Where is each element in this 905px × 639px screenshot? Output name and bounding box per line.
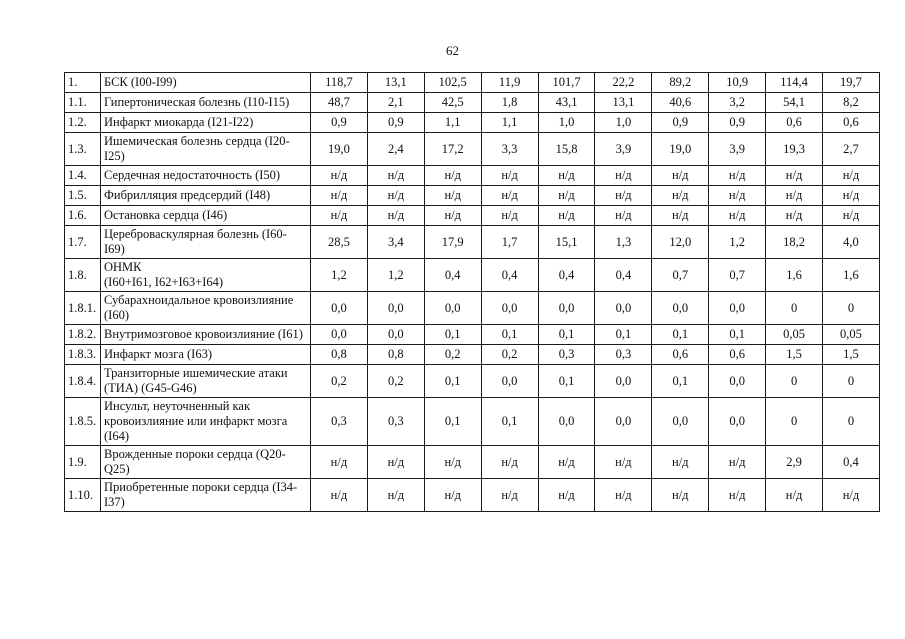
value-cell: н/д	[367, 446, 424, 479]
value-cell: 1,0	[538, 113, 595, 133]
value-cell: н/д	[538, 206, 595, 226]
value-cell: 89,2	[652, 73, 709, 93]
value-cell: н/д	[424, 446, 481, 479]
value-cell: 118,7	[311, 73, 368, 93]
value-cell: 0,1	[652, 365, 709, 398]
table-row	[65, 259, 880, 292]
value-cell: 0,7	[652, 259, 709, 292]
value-cell: н/д	[424, 166, 481, 186]
value-cell: 0,0	[311, 325, 368, 345]
value-cell: 1,2	[709, 226, 766, 259]
row-name: ОНМК (I60+I61, I62+I63+I64)	[101, 259, 311, 292]
value-cell: н/д	[766, 479, 823, 512]
value-cell: н/д	[311, 206, 368, 226]
value-cell: 17,2	[424, 133, 481, 166]
value-cell: 2,4	[367, 133, 424, 166]
row-index: 1.5.	[65, 186, 101, 206]
value-cell: 1,1	[481, 113, 538, 133]
value-cell: н/д	[538, 446, 595, 479]
row-name: Субарахноидальное кровоизлияние (I60)	[101, 292, 311, 325]
value-cell: 1,5	[766, 345, 823, 365]
value-cell: 0,0	[538, 292, 595, 325]
value-cell: 0,05	[823, 325, 880, 345]
row-name: БСК (I00-I99)	[101, 73, 311, 93]
value-cell: н/д	[823, 166, 880, 186]
value-cell: 0,8	[311, 345, 368, 365]
row-index: 1.1.	[65, 93, 101, 113]
value-cell: н/д	[481, 479, 538, 512]
table-row	[65, 113, 880, 133]
value-cell: н/д	[311, 166, 368, 186]
value-cell: н/д	[595, 446, 652, 479]
row-name: Остановка сердца (I46)	[101, 206, 311, 226]
value-cell: 0,4	[481, 259, 538, 292]
table-row	[65, 325, 880, 345]
value-cell: 0,6	[652, 345, 709, 365]
row-index: 1.7.	[65, 226, 101, 259]
row-index: 1.	[65, 73, 101, 93]
table-row	[65, 73, 880, 93]
value-cell: 0,0	[709, 398, 766, 446]
table-row	[65, 226, 880, 259]
value-cell: 0,3	[311, 398, 368, 446]
value-cell: 0,2	[424, 345, 481, 365]
value-cell: 0,3	[538, 345, 595, 365]
row-name: Транзиторные ишемические атаки (ТИА) (G45-G46)	[101, 365, 311, 398]
value-cell: 0,8	[367, 345, 424, 365]
value-cell: 1,2	[311, 259, 368, 292]
value-cell: н/д	[424, 186, 481, 206]
value-cell: н/д	[709, 186, 766, 206]
value-cell: 0,1	[538, 325, 595, 345]
value-cell: 3,3	[481, 133, 538, 166]
value-cell: 0,0	[424, 292, 481, 325]
value-cell: н/д	[311, 446, 368, 479]
value-cell: 0,9	[709, 113, 766, 133]
row-name: Инсульт, неуточненный как кровоизлияние или инфаркт мозга (I64)	[101, 398, 311, 446]
row-index: 1.8.	[65, 259, 101, 292]
row-name: Внутримозговое кровоизлияние (I61)	[101, 325, 311, 345]
page-number: 62	[446, 43, 459, 58]
disease-statistics-table	[64, 72, 880, 512]
value-cell: 28,5	[311, 226, 368, 259]
value-cell: н/д	[481, 186, 538, 206]
value-cell: н/д	[424, 479, 481, 512]
row-index: 1.6.	[65, 206, 101, 226]
value-cell: 0,0	[481, 292, 538, 325]
row-index: 1.8.1.	[65, 292, 101, 325]
value-cell: 0,9	[367, 113, 424, 133]
value-cell: 3,4	[367, 226, 424, 259]
value-cell: 3,9	[595, 133, 652, 166]
value-cell: 43,1	[538, 93, 595, 113]
value-cell: н/д	[481, 166, 538, 186]
value-cell: 1,6	[823, 259, 880, 292]
value-cell: 0,0	[595, 292, 652, 325]
value-cell: 17,9	[424, 226, 481, 259]
value-cell: н/д	[595, 206, 652, 226]
value-cell: 114,4	[766, 73, 823, 93]
value-cell: 0,2	[367, 365, 424, 398]
value-cell: н/д	[595, 479, 652, 512]
value-cell: н/д	[367, 186, 424, 206]
value-cell: н/д	[424, 206, 481, 226]
value-cell: н/д	[652, 206, 709, 226]
table-row	[65, 133, 880, 166]
value-cell: н/д	[538, 166, 595, 186]
value-cell: 0	[823, 292, 880, 325]
value-cell: 0,2	[311, 365, 368, 398]
value-cell: н/д	[766, 166, 823, 186]
row-name: Инфаркт мозга (I63)	[101, 345, 311, 365]
value-cell: 2,7	[823, 133, 880, 166]
row-name: Инфаркт миокарда (I21-I22)	[101, 113, 311, 133]
value-cell: н/д	[595, 166, 652, 186]
value-cell: 0,0	[595, 365, 652, 398]
row-index: 1.2.	[65, 113, 101, 133]
value-cell: 0,1	[424, 325, 481, 345]
value-cell: 19,0	[652, 133, 709, 166]
value-cell: 2,1	[367, 93, 424, 113]
value-cell: н/д	[652, 186, 709, 206]
value-cell: н/д	[652, 479, 709, 512]
value-cell: н/д	[652, 446, 709, 479]
value-cell: 0,0	[538, 398, 595, 446]
value-cell: 0,1	[538, 365, 595, 398]
value-cell: 10,9	[709, 73, 766, 93]
value-cell: 0	[823, 398, 880, 446]
value-cell: 0,0	[652, 398, 709, 446]
value-cell: 3,2	[709, 93, 766, 113]
value-cell: 0,1	[481, 325, 538, 345]
value-cell: 0,0	[311, 292, 368, 325]
row-index: 1.8.4.	[65, 365, 101, 398]
value-cell: 22,2	[595, 73, 652, 93]
value-cell: н/д	[367, 166, 424, 186]
value-cell: 1,5	[823, 345, 880, 365]
table-row	[65, 93, 880, 113]
value-cell: 0,4	[538, 259, 595, 292]
value-cell: н/д	[595, 186, 652, 206]
value-cell: 19,7	[823, 73, 880, 93]
value-cell: 0,4	[424, 259, 481, 292]
value-cell: 0,6	[823, 113, 880, 133]
value-cell: н/д	[823, 479, 880, 512]
value-cell: 0,1	[652, 325, 709, 345]
value-cell: н/д	[709, 479, 766, 512]
row-index: 1.3.	[65, 133, 101, 166]
table-row	[65, 206, 880, 226]
row-index: 1.9.	[65, 446, 101, 479]
value-cell: 0,6	[709, 345, 766, 365]
value-cell: 0,0	[481, 365, 538, 398]
value-cell: н/д	[538, 479, 595, 512]
value-cell: 0,1	[424, 398, 481, 446]
value-cell: н/д	[311, 186, 368, 206]
value-cell: 102,5	[424, 73, 481, 93]
row-name: Сердечная недостаточность (I50)	[101, 166, 311, 186]
value-cell: 0,0	[652, 292, 709, 325]
value-cell: 19,3	[766, 133, 823, 166]
table-row	[65, 365, 880, 398]
value-cell: 0,1	[709, 325, 766, 345]
value-cell: 1,7	[481, 226, 538, 259]
value-cell: н/д	[481, 446, 538, 479]
table-row	[65, 479, 880, 512]
table-row	[65, 398, 880, 446]
row-index: 1.4.	[65, 166, 101, 186]
table-row	[65, 345, 880, 365]
value-cell: 18,2	[766, 226, 823, 259]
row-name: Цереброваскулярная болезнь (I60- I69)	[101, 226, 311, 259]
value-cell: 15,8	[538, 133, 595, 166]
value-cell: н/д	[367, 479, 424, 512]
value-cell: 0,3	[595, 345, 652, 365]
value-cell: 19,0	[311, 133, 368, 166]
value-cell: 0,1	[481, 398, 538, 446]
row-name: Приобретенные пороки сердца (I34- I37)	[101, 479, 311, 512]
value-cell: 2,9	[766, 446, 823, 479]
value-cell: 0	[766, 292, 823, 325]
value-cell: н/д	[709, 166, 766, 186]
value-cell: 0,2	[481, 345, 538, 365]
row-index: 1.8.5.	[65, 398, 101, 446]
value-cell: н/д	[367, 206, 424, 226]
value-cell: 40,6	[652, 93, 709, 113]
table-row	[65, 166, 880, 186]
value-cell: н/д	[481, 206, 538, 226]
value-cell: 0,7	[709, 259, 766, 292]
value-cell: 0,1	[424, 365, 481, 398]
value-cell: 0,1	[595, 325, 652, 345]
value-cell: 0,9	[652, 113, 709, 133]
value-cell: 1,6	[766, 259, 823, 292]
table-row	[65, 186, 880, 206]
value-cell: 0,4	[595, 259, 652, 292]
value-cell: 0	[823, 365, 880, 398]
value-cell: 0,6	[766, 113, 823, 133]
table-body	[65, 73, 880, 512]
value-cell: 13,1	[367, 73, 424, 93]
row-index: 1.8.3.	[65, 345, 101, 365]
value-cell: н/д	[709, 206, 766, 226]
value-cell: н/д	[766, 206, 823, 226]
value-cell: 3,9	[709, 133, 766, 166]
value-cell: 1,8	[481, 93, 538, 113]
value-cell: н/д	[311, 479, 368, 512]
value-cell: н/д	[823, 186, 880, 206]
value-cell: 0,0	[367, 325, 424, 345]
value-cell: 11,9	[481, 73, 538, 93]
value-cell: н/д	[823, 206, 880, 226]
row-name: Гипертоническая болезнь (I10-I15)	[101, 93, 311, 113]
value-cell: 8,2	[823, 93, 880, 113]
value-cell: 0,4	[823, 446, 880, 479]
row-index: 1.8.2.	[65, 325, 101, 345]
value-cell: 48,7	[311, 93, 368, 113]
value-cell: 0,3	[367, 398, 424, 446]
value-cell: 1,0	[595, 113, 652, 133]
row-name: Врожденные пороки сердца (Q20- Q25)	[101, 446, 311, 479]
value-cell: н/д	[652, 166, 709, 186]
value-cell: 1,3	[595, 226, 652, 259]
table-row	[65, 446, 880, 479]
value-cell: 0,0	[367, 292, 424, 325]
value-cell: 0,05	[766, 325, 823, 345]
value-cell: 4,0	[823, 226, 880, 259]
value-cell: 1,1	[424, 113, 481, 133]
value-cell: 1,2	[367, 259, 424, 292]
row-name: Фибрилляция предсердий (I48)	[101, 186, 311, 206]
value-cell: 0,0	[709, 292, 766, 325]
value-cell: н/д	[538, 186, 595, 206]
value-cell: 54,1	[766, 93, 823, 113]
value-cell: 13,1	[595, 93, 652, 113]
value-cell: 0,0	[595, 398, 652, 446]
row-index: 1.10.	[65, 479, 101, 512]
value-cell: 12,0	[652, 226, 709, 259]
value-cell: н/д	[709, 446, 766, 479]
value-cell: н/д	[766, 186, 823, 206]
value-cell: 0,9	[311, 113, 368, 133]
value-cell: 15,1	[538, 226, 595, 259]
value-cell: 42,5	[424, 93, 481, 113]
value-cell: 101,7	[538, 73, 595, 93]
value-cell: 0	[766, 365, 823, 398]
row-name: Ишемическая болезнь сердца (I20- I25)	[101, 133, 311, 166]
value-cell: 0,0	[709, 365, 766, 398]
table-row	[65, 292, 880, 325]
value-cell: 0	[766, 398, 823, 446]
